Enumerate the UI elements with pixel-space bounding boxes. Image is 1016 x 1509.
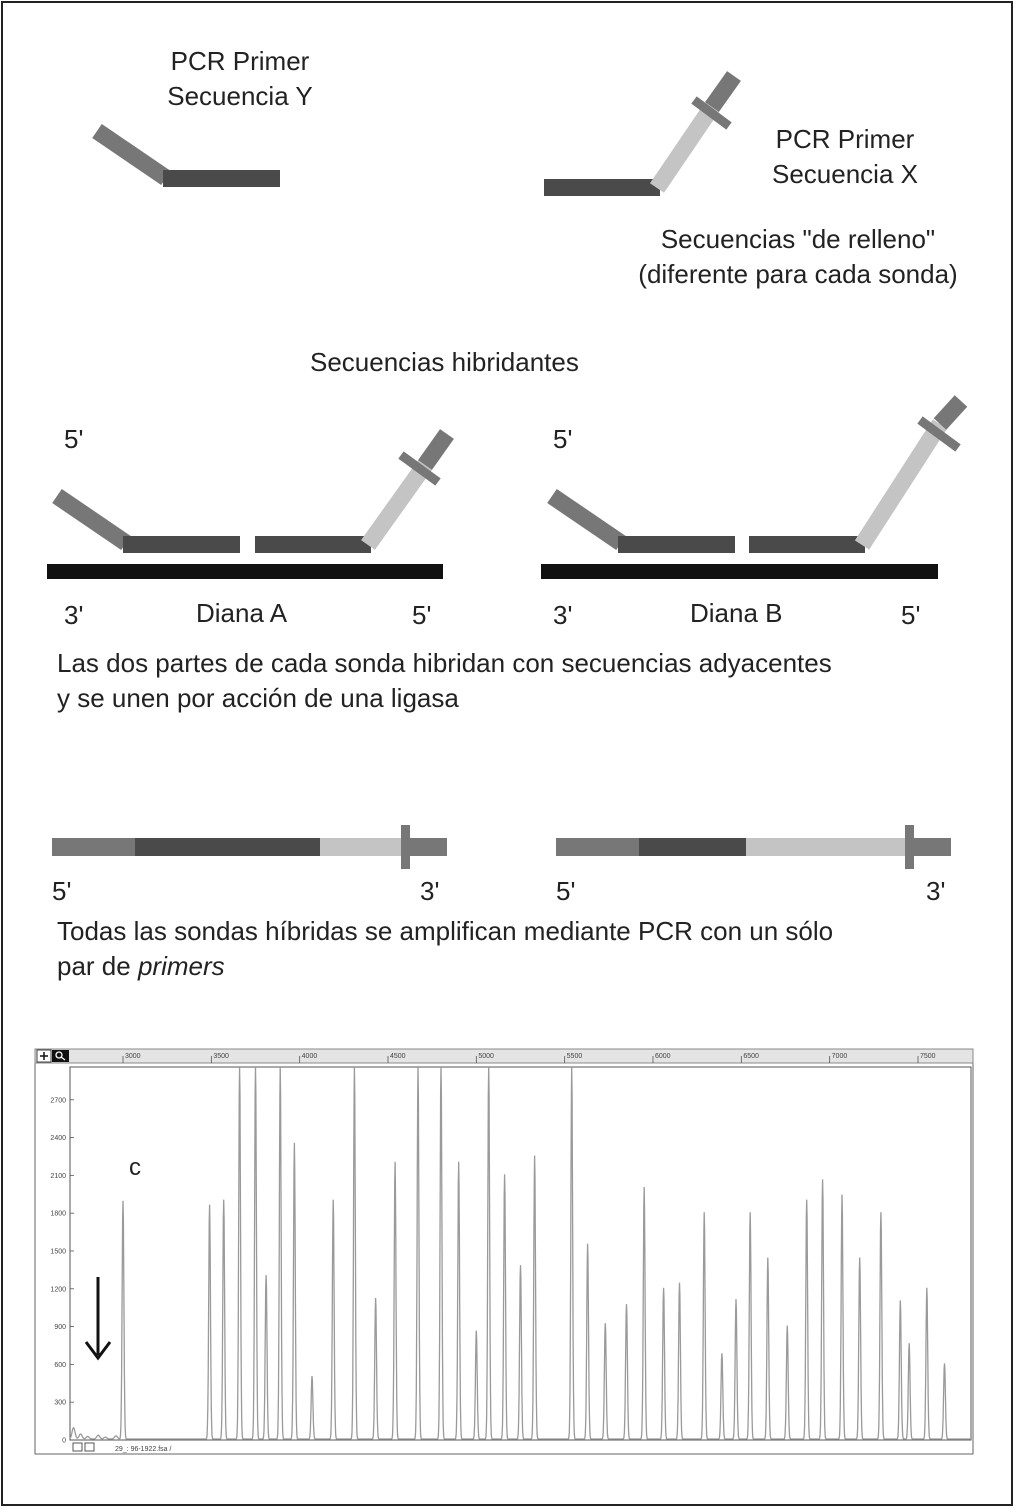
hyb-a-three-prime: 3'	[64, 600, 84, 630]
x-tick-label: 7500	[920, 1053, 936, 1060]
hyb-b-five-prime-end: 5'	[901, 600, 921, 630]
hyb-a-five-prime-end: 5'	[412, 600, 432, 630]
x-tick-label: 5000	[478, 1053, 494, 1060]
y-tick-label: 600	[54, 1361, 66, 1369]
hybridization-caption-line2: y se unen por acción de una ligasa	[57, 683, 459, 714]
primer-x-line1: PCR Primer	[775, 124, 915, 154]
y-tick-label: 2700	[50, 1097, 66, 1105]
hyb-b-five-prime: 5'	[553, 424, 573, 454]
stuffer-line1: Secuencias "de relleno"	[660, 224, 936, 254]
magnifier-icon[interactable]	[52, 1050, 69, 1062]
x-tick-label: 6000	[655, 1053, 671, 1060]
y-tick-label: 2100	[50, 1172, 66, 1180]
x-tick-label: 4000	[301, 1053, 318, 1060]
x-tick-label: 7000	[831, 1053, 848, 1060]
target-a-label: Diana A	[196, 598, 288, 628]
stuffer-line2: (diferente para cada sonda)	[638, 259, 958, 290]
amp-right-five-prime: 5'	[556, 876, 576, 906]
x-tick-label: 5500	[566, 1053, 583, 1060]
amplification-caption-prefix: par de	[57, 951, 138, 982]
plot-area	[70, 1067, 971, 1440]
target-b-label: Diana B	[690, 598, 783, 628]
hybridization-caption-line1: Las dos partes de cada sonda hibridan con secuencias adyacentes	[57, 648, 832, 678]
primer-x-line2: Secuencia X	[772, 159, 918, 190]
y-tick-label: 2400	[50, 1135, 66, 1143]
y-tick-label: 1800	[50, 1210, 66, 1218]
x-tick-label: 3500	[213, 1053, 229, 1060]
x-tick-label: 3000	[125, 1053, 141, 1060]
amp-left-five-prime: 5'	[52, 876, 72, 906]
amplification-caption-italic: primers	[137, 951, 225, 982]
x-tick-label: 6500	[743, 1053, 759, 1060]
y-tick-label: 900	[54, 1324, 66, 1332]
y-tick-label: 1500	[50, 1248, 66, 1256]
amp-right-three-prime: 3'	[926, 876, 946, 906]
amplification-caption-line1: Todas las sondas híbridas se amplifican mediante PCR con un sólo	[57, 916, 834, 946]
panel-toggle-icon[interactable]	[85, 1443, 94, 1451]
amp-left-three-prime: 3'	[420, 876, 440, 906]
y-tick-label: 0	[62, 1437, 66, 1445]
y-tick-label: 300	[54, 1399, 66, 1407]
electropherogram-footer-text: 29_: 96-1922.fsa /	[115, 1446, 172, 1453]
primer-y-line1: PCR Primer	[170, 46, 310, 76]
x-tick-label: 4500	[390, 1053, 406, 1060]
zoom-plus-icon[interactable]	[37, 1050, 51, 1062]
panel-toggle-icon[interactable]	[73, 1443, 82, 1451]
hybridizing-label: Secuencias hibridantes	[310, 347, 579, 377]
primer-y-line2: Secuencia Y	[167, 81, 313, 112]
peak-c-label: c	[129, 1154, 141, 1181]
hyb-b-three-prime: 3'	[553, 600, 573, 630]
y-tick-label: 1200	[50, 1286, 66, 1294]
hyb-a-five-prime: 5'	[64, 424, 84, 454]
